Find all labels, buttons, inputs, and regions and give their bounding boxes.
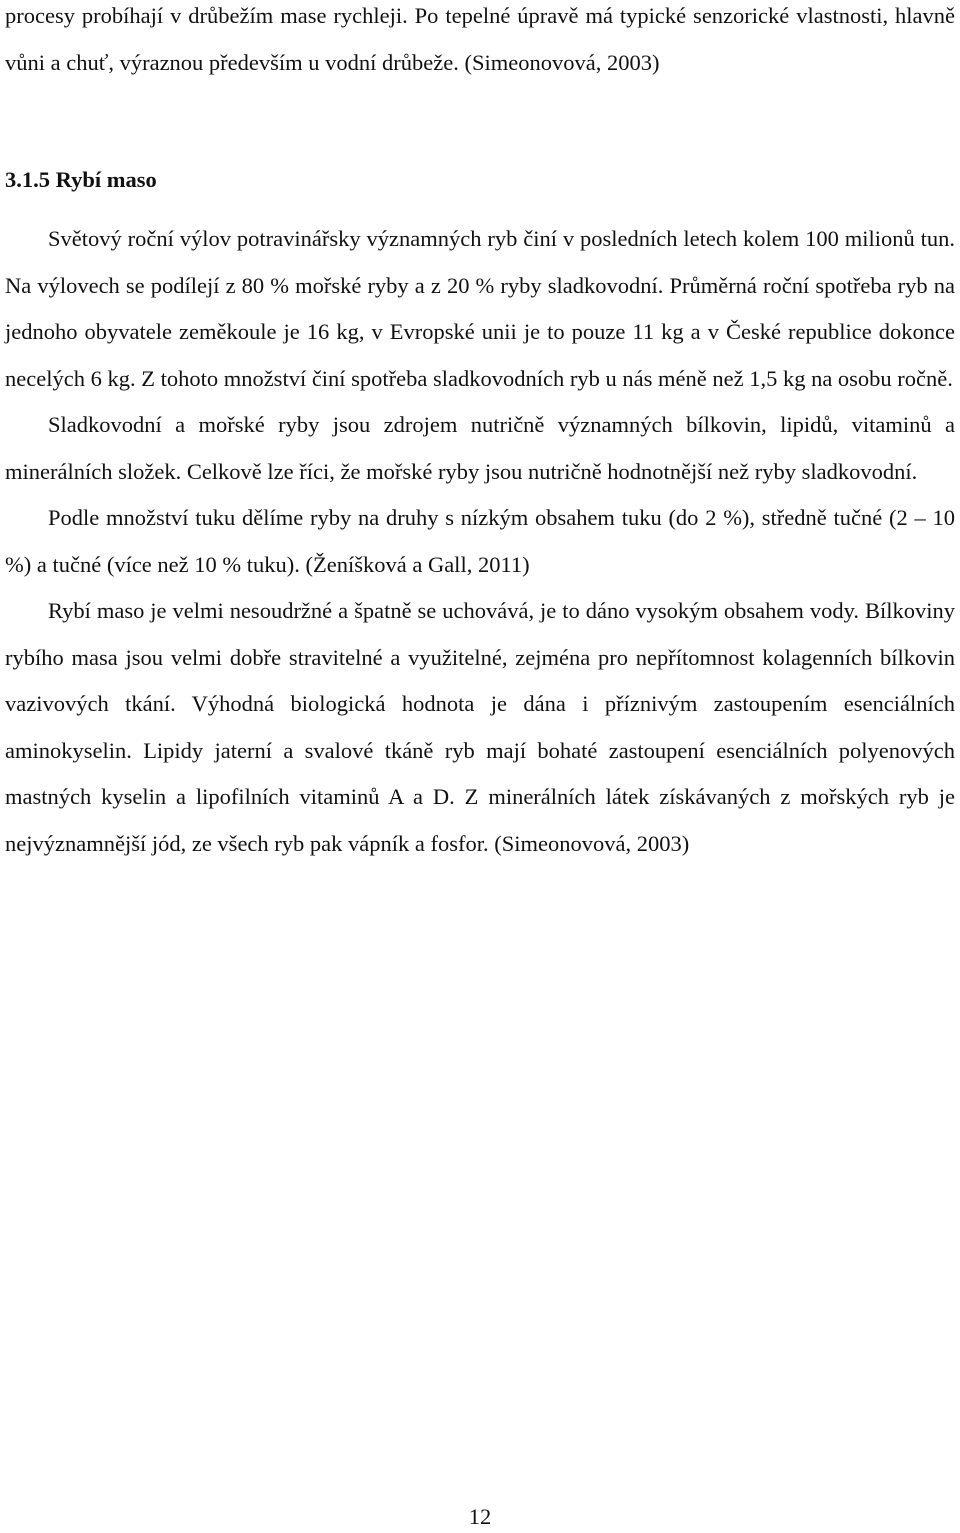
- intro-paragraph: procesy probíhají v drůbežím mase rychleji. Po tepelné úpravě má typické senzorické vlastnosti, hlavně vůni a chuť, výraznou především u vodní drůbeže. (Simeonovová, 2003): [5, 3, 955, 75]
- paragraph-meat-properties: Rybí maso je velmi nesoudržné a špatně se uchovává, je to dáno vysokým obsahem vody. Bílkoviny rybího masa jsou velmi dobře stravitelné a využitelné, zejména pro nepřítomnost kolagenních bílkovin vazivových tkání. Výhodná biologická hodnota je dána i příznivým zastoupením esenciálních aminokyselin. Lipidy jaterní a svalové tkáně ryb mají bohaté zastoupení esenciálních polyenových mastných kyselin a lipofilních vitaminů A a D. Z minerálních látek získávaných z mořských ryb je nejvýznamnější jód, ze všech ryb pak vápník a fosfor. (Simeonovová, 2003): [5, 598, 955, 856]
- page-number: 12: [468, 1504, 492, 1529]
- paragraph-fish-catch: Světový roční výlov potravinářsky významných ryb činí v posledních letech kolem 100 milionů tun. Na výlovech se podílejí z 80 % mořské ryby a z 20 % ryby sladkovodní. Průměrná roční spotřeba ryb na jednoho obyvatele zeměkoule je 16 kg, v Evropské unii je to pouze 11 kg a v České republice dokonce necelých 6 kg. Z tohoto množství činí spotřeba sladkovodních ryb u nás méně než 1,5 kg na osobu ročně.: [5, 226, 955, 391]
- paragraph-fat-content: Podle množství tuku dělíme ryby na druhy s nízkým obsahem tuku (do 2 %), středně tučné (2 – 10 %) a tučné (více než 10 % tuku). (Ženíšková a Gall, 2011): [5, 505, 955, 577]
- section-heading: 3.1.5 Rybí maso: [5, 167, 157, 192]
- section-body: [5, 216, 955, 867]
- paragraph-nutrition: Sladkovodní a mořské ryby jsou zdrojem nutričně významných bílkovin, lipidů, vitaminů a minerálních složek. Celkově lze říci, že mořské ryby jsou nutričně hodnotnější než ryby sladkovodní.: [5, 412, 955, 484]
